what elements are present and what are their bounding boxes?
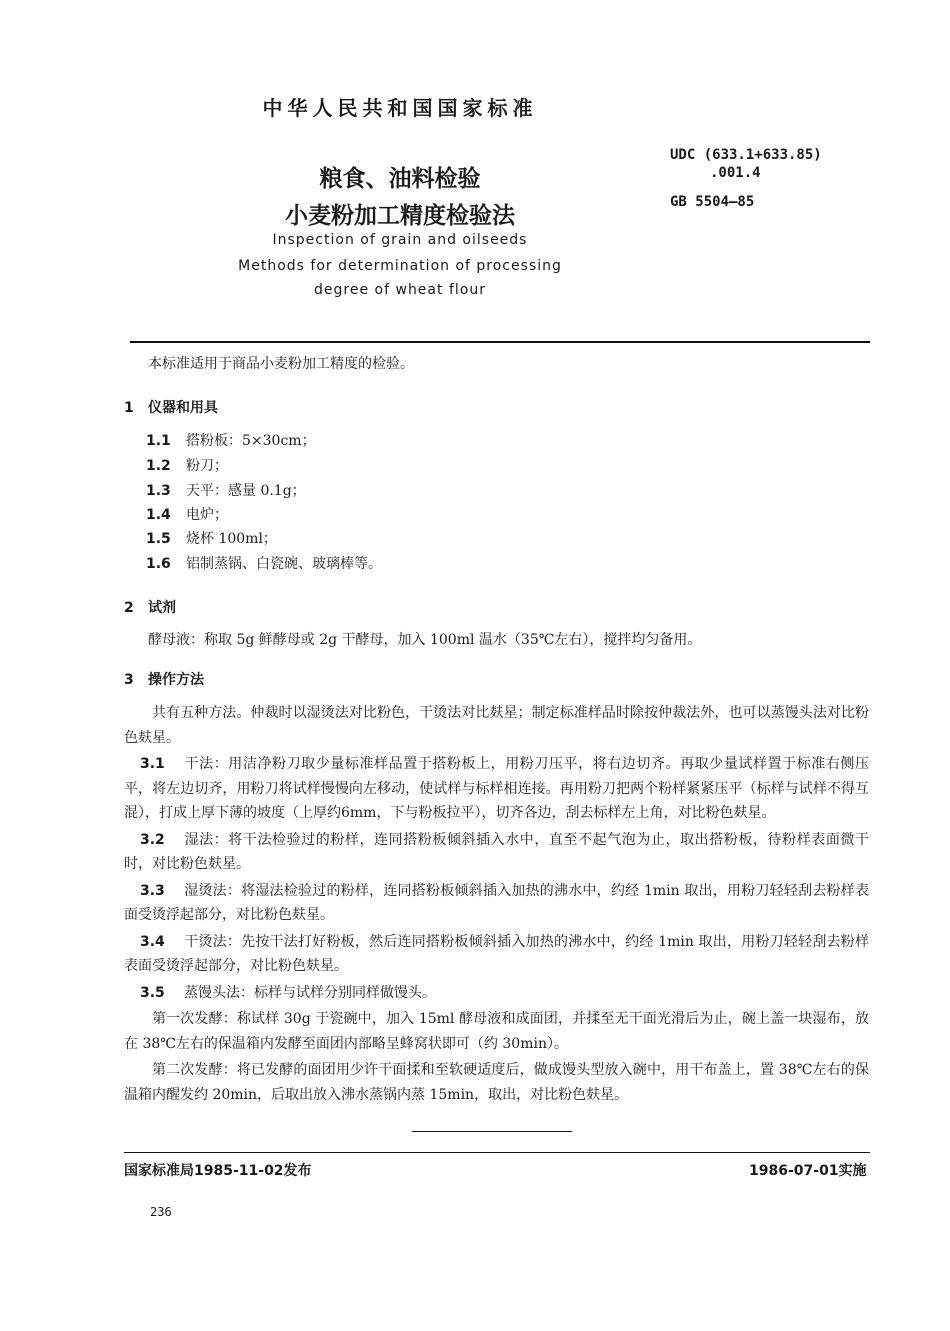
first-fermentation: 第一次发酵：称试样 30g 于瓷碗中，加入 15ml 酵母液和成面团，并揉至无干面光滑后为止，碗上盖一块湿布，放在 38℃左右的保温箱内发酵至面团内部略呈蜂窝状即可（约 30min）。 — [124, 1011, 869, 1052]
method-text: 干法：用洁净粉刀取少量标准样品置于搭粉板上，用粉刀压平，将右边切齐。再取少量试样置于标准右侧压平，将左边切齐，用粉刀将试样慢慢向左移动，使试样与标样相连接。再用粉刀把两个粉样紧紧压平（标样与试样不得互混），打成上厚下薄的坡度（上厚约6mm，下与粉板拉平），切齐各边，刮去标样左上角，对比粉色麸星。 — [124, 756, 869, 821]
effective-date: 1986-07-01实施 — [749, 1163, 867, 1179]
methods-intro: 共有五种方法。仲裁时以湿烫法对比粉色，干烫法对比麸星；制定标准样品时除按仲裁法外，也可以蒸馒头法对比粉色麸星。 — [124, 705, 869, 746]
second-fermentation: 第二次发酵：将已发酵的面团用少许干面揉和至软硬适度后，做成馒头型放入碗中，用干布盖上，置 38℃左右的保温箱内醒发约 20min，后取出放入沸水蒸锅内蒸 15min，取出，对比粉色麸星。 — [124, 1062, 869, 1103]
method-3-3 — [124, 879, 869, 928]
section2-title: 试剂 — [148, 600, 176, 616]
header-divider — [130, 341, 870, 343]
item-number: 1.1 — [146, 433, 171, 449]
issue-date: 国家标准局1985-11-02发布 — [124, 1163, 312, 1179]
item-number: 1.5 — [146, 531, 171, 547]
item-text: 铝制蒸锅、白瓷碗、玻璃棒等。 — [186, 556, 382, 572]
item-text: 搭粉板：5×30cm； — [186, 433, 316, 449]
list-item — [146, 553, 382, 573]
document-title-line1: 粮食、油料检验 — [319, 166, 481, 192]
item-number: 1.2 — [146, 458, 171, 474]
item-text: 天平：感量 0.1g； — [186, 483, 306, 499]
list-item — [146, 480, 306, 500]
section3-title: 操作方法 — [148, 672, 204, 688]
item-number: 1.4 — [146, 507, 171, 523]
method-text: 湿烫法：将湿法检验过的粉样，连同搭粉板倾斜插入加热的沸水中，约经 1min 取出，用粉刀轻轻刮去粉样表面受烫浮起部分，对比粉色麸星。 — [124, 882, 869, 923]
method-3-5 — [124, 981, 869, 1006]
method-number: 3.5 — [140, 984, 165, 1001]
method-3-2 — [124, 828, 869, 877]
footer-divider — [124, 1152, 870, 1153]
list-item — [146, 430, 316, 450]
list-item — [146, 528, 277, 548]
method-number: 3.3 — [140, 882, 165, 899]
udc-code — [670, 146, 822, 182]
section1-number: 1 — [124, 400, 134, 416]
end-of-text-rule — [412, 1131, 572, 1132]
section2-number: 2 — [124, 600, 134, 616]
english-title-line1: Inspection of grain and oilseeds — [272, 232, 528, 248]
method-text: 蒸馒头法：标样与试样分别同样做馒头。 — [184, 984, 436, 1001]
method-text: 干烫法：先按干法打好粉板，然后连同搭粉板倾斜插入加热的沸水中，约经 1min 取出，用粉刀轻轻刮去粉样表面受烫浮起部分，对比粉色麸星。 — [124, 933, 869, 974]
english-title-line3: degree of wheat flour — [314, 282, 486, 298]
reagent-text: 酵母液：称取 5g 鲜酵母或 2g 干酵母，加入 100ml 温水（35℃左右），搅拌均匀备用。 — [148, 632, 702, 648]
method-number: 3.2 — [140, 831, 165, 848]
item-text: 粉刀； — [186, 458, 228, 474]
method-number: 3.4 — [140, 933, 165, 950]
method-3-4 — [124, 930, 869, 979]
item-number: 1.6 — [146, 556, 171, 572]
method-number: 3.1 — [140, 756, 165, 772]
national-standard-heading: 中华人民共和国国家标准 — [262, 96, 538, 120]
method-text: 湿法：将干法检验过的粉样，连同搭粉板倾斜插入水中，直至不起气泡为止，取出搭粉板，待粉样表面微干时，对比粉色麸星。 — [124, 831, 869, 872]
section3-heading — [124, 669, 204, 689]
intro-text: 本标准适用于商品小麦粉加工精度的检验。 — [148, 356, 414, 372]
section2-heading — [124, 597, 176, 617]
section3-body — [124, 701, 869, 1107]
document-title-line2: 小麦粉加工精度检验法 — [285, 203, 515, 229]
section1-heading — [124, 397, 218, 417]
item-number: 1.3 — [146, 483, 171, 499]
udc-line2: .001.4 — [710, 165, 761, 181]
list-item — [146, 455, 228, 475]
page-number: 236 — [150, 1205, 172, 1219]
list-item — [146, 504, 228, 524]
item-text: 电炉； — [186, 507, 228, 523]
section1-title: 仪器和用具 — [148, 400, 218, 416]
item-text: 烧杯 100ml； — [186, 531, 277, 547]
gb-code: GB 5504—85 — [670, 194, 755, 210]
method-3-1 — [124, 752, 869, 826]
english-title-line2: Methods for determination of processing — [238, 258, 562, 274]
udc-line1: UDC (633.1+633.85) — [670, 147, 822, 163]
section3-number: 3 — [124, 672, 134, 688]
